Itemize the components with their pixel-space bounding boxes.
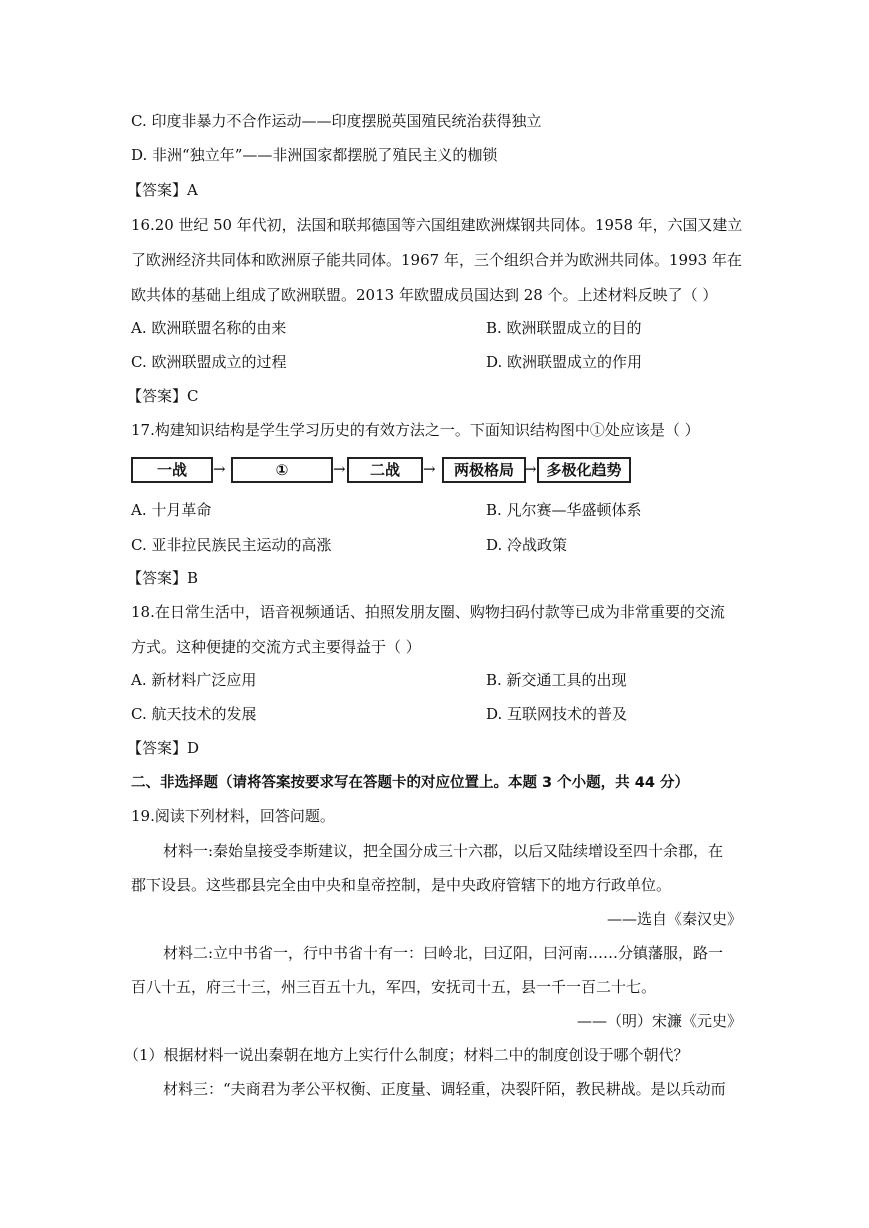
q18-option-c: C. 航天技术的发展 xyxy=(131,705,257,723)
flow-box-bipolar: 两极格局 xyxy=(442,457,526,483)
q16-stem-line2: 了欧洲经济共同体和欧洲原子能共同体。1967 年，三个组织合并为欧洲共同体。1993 年在 xyxy=(131,251,742,269)
q15-answer: 【答案】A xyxy=(127,181,198,199)
flow-arrow-1: → xyxy=(213,460,226,478)
q19-material1-line2: 郡下设县。这些郡县完全由中央和皇帝控制，是中央政府管辖下的地方行政单位。 xyxy=(131,876,672,894)
q16-answer: 【答案】C xyxy=(127,387,199,405)
q16-stem-line1: 16.20 世纪 50 年代初，法国和联邦德国等六国组建欧洲煤钢共同体。1958 年，六国又建立 xyxy=(131,216,743,234)
section2-heading: 二、非选择题（请将答案按要求写在答题卡的对应位置上。本题 3 个小题，共 44 分） xyxy=(131,775,689,791)
q15-option-d: D. 非洲“独立年”——非洲国家都摆脱了殖民主义的枷锁 xyxy=(131,146,498,164)
flow-arrow-2: → xyxy=(333,460,346,478)
q19-material1-source: ——选自《秦汉史》 xyxy=(606,910,742,928)
q17-option-a: A. 十月革命 xyxy=(131,501,212,519)
flow-box-ww2: 二战 xyxy=(347,457,423,483)
q18-stem-line1: 18.在日常生活中，语音视频通话、拍照发朋友圈、购物扫码付款等已成为非常重要的交流 xyxy=(131,603,725,621)
q18-answer: 【答案】D xyxy=(127,739,200,757)
flow-arrow-3: → xyxy=(423,460,436,478)
q19-material2-source: ——（明）宋濂《元史》 xyxy=(576,1012,742,1030)
q17-option-d: D. 冷战政策 xyxy=(486,536,568,554)
knowledge-structure-diagram xyxy=(131,455,631,485)
q16-option-d: D. 欧洲联盟成立的作用 xyxy=(486,353,643,371)
flow-box-multipolar: 多极化趋势 xyxy=(537,457,631,483)
flow-box-blank: ① xyxy=(231,457,333,483)
flow-box-ww1: 一战 xyxy=(131,457,213,483)
q19-material1-line1: 材料一:秦始皇接受李斯建议，把全国分成三十六郡，以后又陆续增设至四十余郡，在 xyxy=(163,842,724,860)
q17-answer: 【答案】B xyxy=(127,569,199,587)
q16-option-b: B. 欧洲联盟成立的目的 xyxy=(486,319,642,337)
q15-option-c: C. 印度非暴力不合作运动——印度摆脱英国殖民统治获得独立 xyxy=(131,112,542,130)
q17-option-c: C. 亚非拉民族民主运动的高涨 xyxy=(131,536,332,554)
q19-material3-line1: 材料三：“夫商君为孝公平权衡、正度量、调轻重，决裂阡陌，教民耕战。是以兵动而 xyxy=(163,1080,726,1098)
q19-subquestion-1: （1）根据材料一说出秦朝在地方上实行什么制度；材料二中的制度创设于哪个朝代？ xyxy=(124,1046,689,1064)
q19-material2-line2: 百八十五，府三十三，州三百五十九，军四，安抚司十五，县一千一百二十七。 xyxy=(131,978,657,996)
q16-option-a: A. 欧洲联盟名称的由来 xyxy=(131,319,287,337)
q19-material2-line1: 材料二:立中书省一，行中书省十有一：曰岭北，曰辽阳，曰河南……分镇藩服，路一 xyxy=(163,944,724,962)
q18-stem-line2: 方式。这种便捷的交流方式主要得益于（ ） xyxy=(131,638,421,656)
flow-arrow-4: → xyxy=(524,460,537,478)
q16-option-c: C. 欧洲联盟成立的过程 xyxy=(131,353,287,371)
q19-stem: 19.阅读下列材料，回答问题。 xyxy=(131,807,335,825)
q16-stem-line3: 欧共体的基础上组成了欧洲联盟。2013 年欧盟成员国达到 28 个。上述材料反映了（ ） xyxy=(131,286,718,304)
q18-option-b: B. 新交通工具的出现 xyxy=(486,671,627,689)
q18-option-d: D. 互联网技术的普及 xyxy=(486,705,628,723)
q17-stem: 17.构建知识结构是学生学习历史的有效方法之一。下面知识结构图中①处应该是（ ） xyxy=(131,421,700,439)
q17-option-b: B. 凡尔赛—华盛顿体系 xyxy=(486,501,642,519)
q18-option-a: A. 新材料广泛应用 xyxy=(131,671,257,689)
